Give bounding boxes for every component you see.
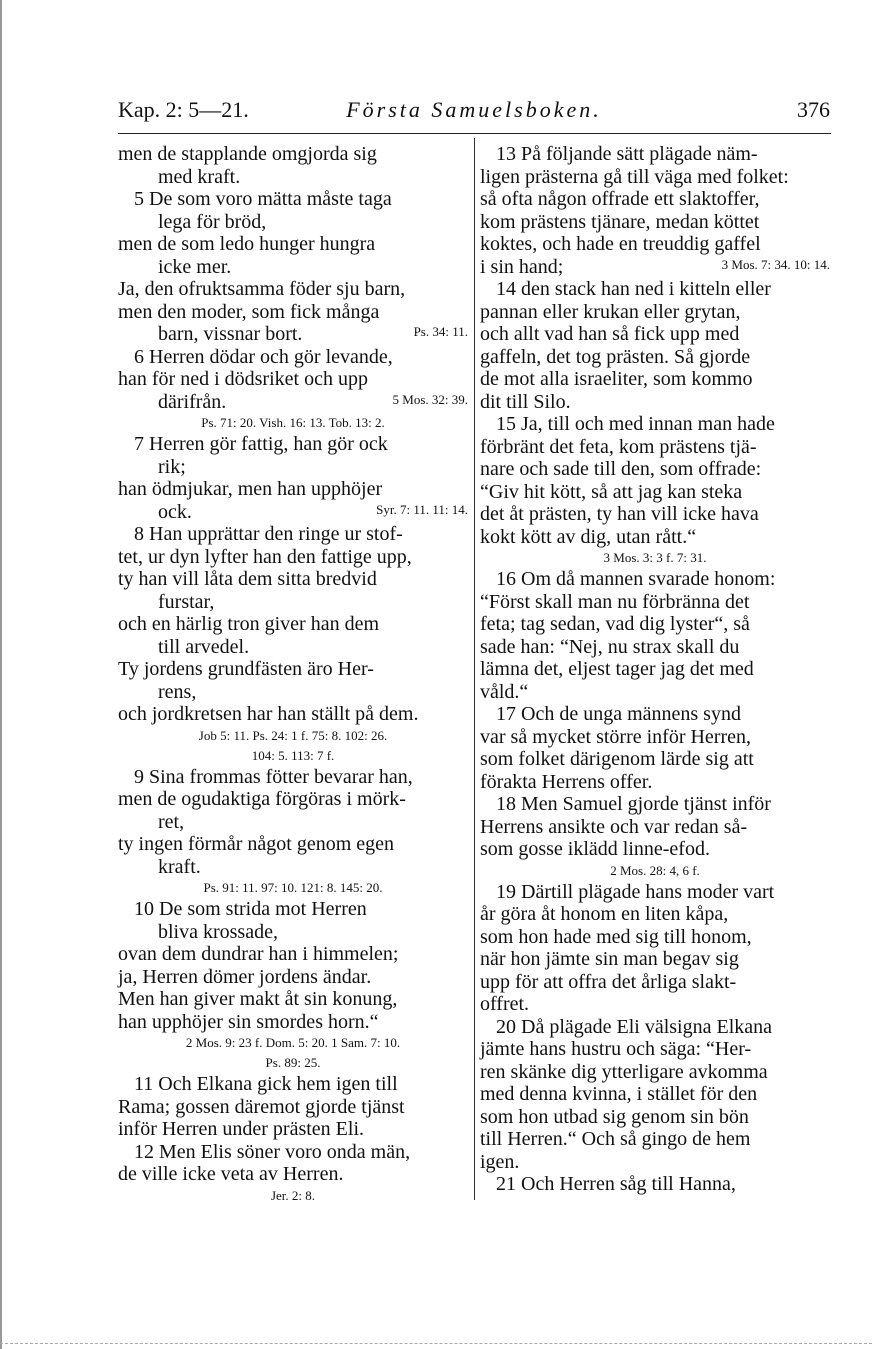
- cross-reference: [118, 413, 468, 433]
- line-text: offret.: [480, 993, 530, 1015]
- line-text: 19 Därtill plägade hans moder vart: [496, 880, 775, 903]
- text-line: [118, 613, 468, 636]
- cross-reference: [480, 861, 830, 881]
- line-text: tet, ur dyn lyfter han den fattige upp,: [118, 545, 412, 568]
- text-line: [118, 501, 468, 524]
- cross-reference: [118, 726, 468, 746]
- line-text: Ps. 71: 20. Vish. 16: 13. Tob. 13: 2.: [201, 415, 385, 430]
- text-line: [118, 966, 468, 989]
- line-text: våld.“: [480, 680, 529, 703]
- line-text: som hon utbad sig genom sin bön: [480, 1105, 749, 1128]
- line-text: i sin hand;: [480, 255, 564, 278]
- page-edge: [0, 0, 2, 1349]
- text-line: [480, 233, 830, 256]
- line-text: och en härlig tron giver han dem: [118, 613, 380, 635]
- text-line: [118, 478, 468, 501]
- line-text: 9 Sina frommas fötter bevarar han,: [134, 765, 413, 788]
- line-text: bliva krossade,: [158, 920, 278, 943]
- text-line: [118, 788, 468, 811]
- text-line: [480, 748, 830, 771]
- left-column: [118, 143, 468, 1206]
- text-line: [480, 838, 830, 861]
- line-text: ja, Herren dömer jordens ändar.: [118, 965, 372, 988]
- text-line: [480, 591, 830, 614]
- line-text: till arvedel.: [158, 635, 250, 658]
- text-line: [118, 1163, 468, 1186]
- text-line: [118, 211, 468, 234]
- line-text: ligen prästerna gå till väga med folket:: [480, 165, 789, 188]
- text-line: [118, 988, 468, 1011]
- text-line: [480, 481, 830, 504]
- text-line: [480, 368, 830, 391]
- line-text: därifrån.: [158, 390, 227, 413]
- line-text: det åt prästen, ty han vill icke hava: [480, 503, 759, 525]
- line-text: år göra åt honom en liten kåpa,: [480, 903, 729, 925]
- text-line: [118, 1096, 468, 1119]
- header-rule: [118, 133, 831, 134]
- text-line: [118, 346, 468, 369]
- text-line: [118, 546, 468, 569]
- text-line: [480, 166, 830, 189]
- inline-cross-reference: Syr. 7: 11. 11: 14.: [376, 501, 468, 517]
- text-line: [118, 766, 468, 789]
- text-line: [118, 833, 468, 856]
- text-line: [480, 703, 830, 726]
- line-text: 11 Och Elkana gick hem igen till: [134, 1073, 398, 1095]
- line-text: 2 Mos. 9: 23 f. Dom. 5: 20. 1 Sam. 7: 10.: [185, 1035, 401, 1050]
- line-text: var så mycket större inför Herren,: [480, 725, 751, 748]
- text-line: [480, 1173, 830, 1196]
- text-line: [118, 323, 468, 346]
- line-text: 104: 5. 113: 7 f.: [251, 747, 335, 763]
- text-line: [118, 1141, 468, 1164]
- line-text: ovan dem dundrar han i himmelen;: [118, 943, 399, 965]
- line-text: förakta Herrens offer.: [480, 770, 653, 793]
- text-line: [118, 233, 468, 256]
- line-text: Jer. 2: 8.: [270, 1187, 316, 1203]
- text-line: [118, 433, 468, 456]
- text-line: [118, 301, 468, 324]
- line-text: sade han: “Nej, nu strax skall du: [480, 635, 740, 658]
- line-text: när hon jämte sin man begav sig: [480, 948, 739, 970]
- line-text: 7 Herren gör fattig, han gör ock: [134, 433, 388, 455]
- text-line: [480, 413, 830, 436]
- line-text: 12 Men Elis söner voro onda män,: [134, 1140, 411, 1163]
- text-line: [118, 143, 468, 166]
- line-text: koktes, och hade en treuddig gaffel: [480, 233, 761, 255]
- line-text: ret,: [158, 810, 185, 833]
- book-title: Första Samuelsboken.: [346, 97, 602, 122]
- line-text: Ps. 91: 11. 97: 10. 121: 8. 145: 20.: [203, 880, 383, 895]
- line-text: 18 Men Samuel gjorde tjänst inför: [496, 793, 771, 815]
- text-line: [118, 703, 468, 726]
- text-line: [480, 391, 830, 414]
- text-line: [480, 211, 830, 234]
- line-text: 2 Mos. 28: 4, 6 f.: [610, 862, 700, 878]
- text-line: [480, 143, 830, 166]
- line-text: icke mer.: [158, 255, 232, 278]
- text-line: [480, 971, 830, 994]
- line-text: Job 5: 11. Ps. 24: 1 f. 75: 8. 102: 26.: [198, 727, 388, 743]
- line-text: förbränt det feta, kom prästens tjä-: [480, 435, 757, 458]
- text-line: [480, 301, 830, 324]
- line-text: kokt kött av dig, utan rått.“: [480, 525, 697, 548]
- text-line: [480, 771, 830, 794]
- text-line: [118, 1011, 468, 1034]
- text-line: [480, 1038, 830, 1061]
- text-line: [118, 943, 468, 966]
- line-text: kom prästens tjänare, medan köttet: [480, 210, 760, 233]
- cross-reference: [118, 1186, 468, 1206]
- text-line: [480, 1106, 830, 1129]
- text-line: [118, 856, 468, 879]
- line-text: 21 Och Herren såg till Hanna,: [496, 1173, 736, 1195]
- line-text: inför Herren under prästen Eli.: [118, 1118, 365, 1140]
- line-text: och allt vad han så fick upp med: [480, 323, 740, 345]
- line-text: med kraft.: [158, 165, 241, 188]
- inline-cross-reference: 3 Mos. 7: 34. 10: 14.: [721, 256, 830, 272]
- line-text: 14 den stack han ned i kitteln eller: [496, 278, 771, 300]
- line-text: barn, vissnar bort.: [158, 323, 303, 345]
- line-text: 8 Han upprättar den ringe ur stof-: [134, 523, 403, 545]
- line-text: nare och sade till den, som offrade:: [480, 458, 762, 480]
- text-line: [480, 613, 830, 636]
- running-header: [118, 88, 830, 132]
- line-text: ren skänke dig ytterligare avkomma: [480, 1060, 768, 1083]
- text-line: [480, 726, 830, 749]
- text-line: [118, 278, 468, 301]
- line-text: 5 De som voro mätta måste taga: [134, 188, 392, 210]
- text-line: [480, 188, 830, 211]
- line-text: jämte hans hustru och säga: “Her-: [480, 1038, 752, 1060]
- line-text: som hon hade med sig till honom,: [480, 925, 752, 948]
- line-text: 15 Ja, till och med innan man hade: [496, 413, 775, 435]
- line-text: “Giv hit kött, så att jag kan steka: [480, 480, 743, 503]
- chapter-reference: Kap. 2: 5—21.: [118, 97, 249, 122]
- text-line: [118, 1073, 468, 1096]
- line-text: Rama; gossen däremot gjorde tjänst: [118, 1095, 405, 1118]
- text-line: [480, 526, 830, 549]
- text-line: [118, 898, 468, 921]
- text-line: [480, 636, 830, 659]
- text-line: [480, 1061, 830, 1084]
- line-text: ock.: [158, 500, 192, 523]
- line-text: Herrens ansikte och var redan så-: [480, 815, 748, 838]
- text-line: [480, 881, 830, 904]
- line-text: ty ingen förmår något genom egen: [118, 833, 395, 855]
- inline-cross-reference: Ps. 34: 11.: [413, 324, 468, 339]
- line-text: som gosse iklädd linne-efod.: [480, 838, 710, 860]
- text-line: [480, 1128, 830, 1151]
- text-line: [480, 568, 830, 591]
- line-text: Ja, den ofruktsamma föder sju barn,: [118, 278, 406, 300]
- text-line: [118, 256, 468, 279]
- line-text: men de stapplande omgjorda sig: [118, 143, 377, 165]
- text-line: [118, 523, 468, 546]
- line-text: de mot alla israeliter, som kommo: [480, 368, 753, 390]
- right-column: [480, 143, 830, 1196]
- text-line: [118, 368, 468, 391]
- line-text: men de ogudaktiga förgöras i mörk-: [118, 788, 406, 810]
- line-text: han för ned i dödsriket och upp: [118, 368, 368, 390]
- text-line: [118, 681, 468, 704]
- line-text: rens,: [158, 680, 197, 703]
- text-line: [480, 458, 830, 481]
- line-text: han upphöjer sin smordes horn.“: [118, 1010, 379, 1033]
- text-line: [480, 323, 830, 346]
- text-line: [118, 636, 468, 659]
- line-text: lämna det, eljest tager jag det med: [480, 658, 754, 680]
- column-divider: [474, 138, 475, 1200]
- line-text: och jordkretsen har han ställt på dem.: [118, 703, 419, 725]
- line-text: igen.: [480, 1150, 520, 1173]
- line-text: med denna kvinna, i stället för den: [480, 1083, 758, 1105]
- line-text: men den moder, som fick många: [118, 300, 380, 323]
- page-number: 376: [797, 97, 830, 122]
- text-line: [118, 391, 468, 414]
- text-line: [480, 816, 830, 839]
- cross-reference: [118, 1053, 468, 1073]
- text-line: [118, 568, 468, 591]
- text-line: [480, 903, 830, 926]
- text-line: [118, 811, 468, 834]
- line-text: 13 På följande sätt plägade näm-: [496, 143, 758, 165]
- text-line: [480, 926, 830, 949]
- text-line: [480, 793, 830, 816]
- scan-edge: [0, 1343, 872, 1345]
- line-text: men de som ledo hunger hungra: [118, 233, 376, 255]
- inline-cross-reference: 5 Mos. 32: 39.: [392, 391, 468, 407]
- text-line: [480, 346, 830, 369]
- line-text: 10 De som strida mot Herren: [134, 898, 367, 920]
- line-text: 17 Och de unga männens synd: [496, 703, 741, 725]
- line-text: ty han vill låta dem sitta bredvid: [118, 568, 377, 590]
- text-line: [480, 503, 830, 526]
- text-line: [480, 1083, 830, 1106]
- text-line: [480, 1151, 830, 1174]
- line-text: 16 Om då mannen svarade honom:: [496, 568, 776, 590]
- line-text: till Herren.“ Och så gingo de hem: [480, 1128, 751, 1150]
- line-text: furstar,: [158, 590, 215, 613]
- text-line: [480, 436, 830, 459]
- text-line: [480, 658, 830, 681]
- cross-reference: [480, 548, 830, 568]
- text-line: [118, 1118, 468, 1141]
- line-text: 3 Mos. 3: 3 f. 7: 31.: [603, 550, 707, 565]
- text-line: [118, 188, 468, 211]
- line-text: de ville icke veta av Herren.: [118, 1163, 344, 1185]
- text-line: [480, 256, 830, 279]
- line-text: kraft.: [158, 855, 201, 878]
- line-text: feta; tag sedan, vad dig lyster“, så: [480, 613, 750, 635]
- cross-reference: [118, 1033, 468, 1053]
- line-text: 20 Då plägade Eli välsigna Elkana: [496, 1015, 773, 1038]
- line-text: Ps. 89: 25.: [265, 1055, 321, 1070]
- line-text: han ödmjukar, men han upphöjer: [118, 478, 383, 500]
- cross-reference: [118, 878, 468, 898]
- cross-reference: [118, 746, 468, 766]
- line-text: så ofta någon offrade ett slaktoffer,: [480, 188, 760, 210]
- text-line: [480, 1016, 830, 1039]
- text-line: [118, 658, 468, 681]
- text-line: [118, 591, 468, 614]
- line-text: upp för att offra det årliga slakt-: [480, 970, 737, 993]
- line-text: lega för bröd,: [158, 210, 267, 233]
- text-line: [118, 456, 468, 479]
- text-line: [480, 278, 830, 301]
- line-text: rik;: [158, 455, 186, 478]
- line-text: 6 Herren dödar och gör levande,: [134, 345, 393, 368]
- line-text: som folket därigenom lärde sig att: [480, 748, 754, 770]
- text-line: [480, 993, 830, 1016]
- line-text: Ty jordens grundfästen äro Her-: [118, 658, 374, 680]
- line-text: Men han giver makt åt sin konung,: [118, 988, 398, 1010]
- text-line: [480, 948, 830, 971]
- text-line: [480, 681, 830, 704]
- line-text: dit till Silo.: [480, 390, 571, 413]
- line-text: “Först skall man nu förbränna det: [480, 590, 750, 613]
- line-text: gaffeln, det tog prästen. Så gjorde: [480, 345, 751, 368]
- text-line: [118, 166, 468, 189]
- text-line: [118, 921, 468, 944]
- line-text: pannan eller krukan eller grytan,: [480, 300, 741, 323]
